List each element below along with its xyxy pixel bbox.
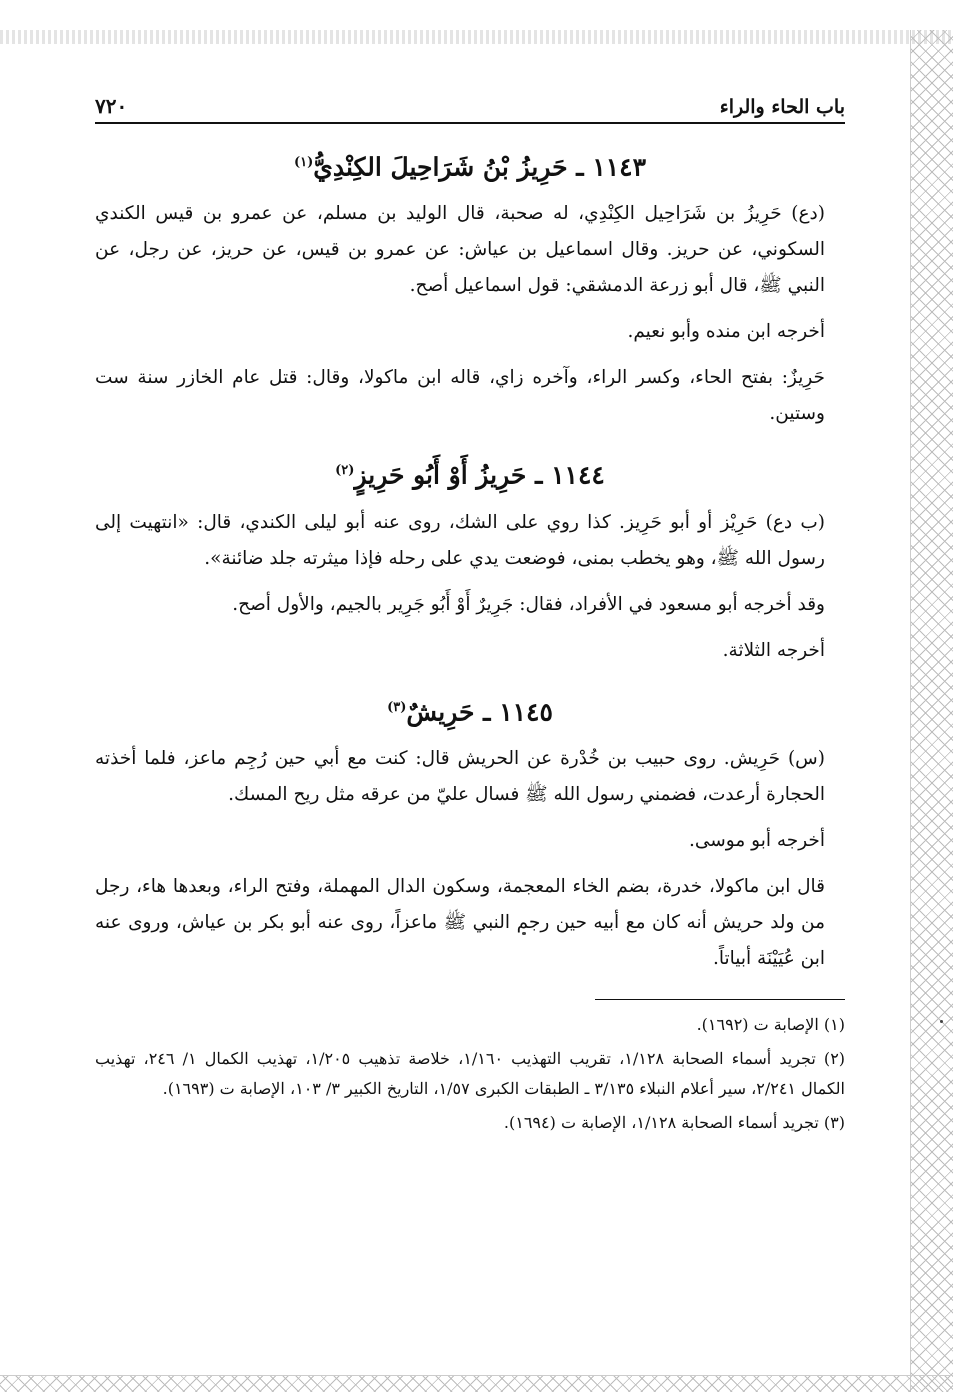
footnotes-divider (595, 999, 845, 1000)
entry-paragraph: (ب دع) حَرِيْز أو أبو حَرِيز. كذا روي على الشك، روى عنه أبو ليلى الكندي، قال: «انتهيت إلى رسول الله ﷺ، وهو يخطب بمنى، فوضعت يدي على رحله فإذا ميثرته جلد ضائنة». (95, 511, 825, 569)
entry-paragraph: (دع) حَرِيزُ بن شَرَاحِيل الكِنْدِي، له صحبة، قال الوليد بن مسلم، عن عمرو بن قيس الكندي السكوني، عن حريز. وقال اسماعيل بن عياش: عن عمرو بن قيس، عن حريز، عن رجل، عن النبي ﷺ، قال أبو زرعة الدمشقي: قول اسماعيل أصح. (95, 203, 825, 297)
scan-border-top (0, 30, 953, 44)
footnote-2: (٢) تجريد أسماء الصحابة ١/١٢٨، تقريب التهذيب ١/١٦٠، خلاصة تذهيب ١/٢٠٥، تهذيب الكمال ١/ ٢٤٦، تهذيب الكمال ٢/٢٤١، سير أعلام النبلاء ٣/١٣٥ ـ الطبقات الكبرى ١/٥٧، التاريخ الكبير ٣/ ١٠٣، الإصابة ت (١٦٩٣). (95, 1048, 846, 1098)
footnote-ref: (٢) (335, 463, 355, 479)
entry-heading: ١١٤٣ ـ حَرِيزُ بْنُ شَرَاحِيلَ الكِنْدِيُّ$^{(١)}$ (293, 152, 647, 182)
entry-1144 (95, 454, 845, 668)
footnote-3: (٣) تجريد أسماء الصحابة ١/١٢٨، الإصابة ت (١٦٩٤). (503, 1112, 845, 1132)
entry-paragraph: أخرجه ابن منده وأبو نعيم. (627, 321, 825, 343)
scan-speck (940, 1020, 943, 1023)
entry-paragraph: قال ابن ماكولا، خدرة، بضم الخاء المعجمة، وسكون الدال المهملة، وفتح الراء، وبعدها هاء، رجل من ولد حريش أنه كان مع أبيه حين رجم النبي ﷺ ماعزاً، روى عنه أبو بكر بن عياش، وروى عنه ابن عُيَيْنَة أبياتاً. (95, 875, 825, 969)
entry-1145 (95, 691, 845, 977)
footnote-ref: (٣) (387, 699, 407, 715)
entry-paragraph: وقد أخرجه أبو مسعود في الأفراد، فقال: جَرِيرٌ أَوْ أَبُو جَرِير بالجيم، والأول أصح. (232, 593, 825, 615)
entry-paragraph: حَرِيزٌ: بفتح الحاء، وكسر الراء، وآخره زاي، قاله ابن ماكولا، وقال: قتل عام الخازر سنة ست وستين. (95, 367, 825, 425)
page-number: ٧٢٠ (95, 94, 128, 118)
entry-heading: ١١٤٥ ـ حَرِيشٌ$^{(٣)}$ (387, 696, 553, 726)
chapter-title: باب الحاء والراء (719, 96, 845, 118)
entry-paragraph: أخرجه أبو موسى. (688, 829, 825, 851)
entry-paragraph: (س) حَرِيش. روى حبيب بن خُدْرة عن الحريش قال: كنت مع أبي حين رُجِم ماعز، فلما أخذته الحجارة أرعدت، فضمني رسول الله ﷺ فسال عليّ من عرقه مثل ريح المسك. (95, 747, 825, 805)
book-page (95, 80, 845, 1142)
entry-1143 (95, 146, 845, 432)
entry-paragraph: أخرجه الثلاثة. (722, 639, 825, 661)
decorative-border-right (910, 30, 953, 1392)
footnotes (95, 1010, 845, 1138)
decorative-border-bottom (0, 1375, 953, 1392)
footnote-ref: (١) (293, 155, 314, 170)
footnote-1: (١) الإصابة ت (١٦٩٢). (696, 1014, 845, 1034)
running-head (95, 80, 845, 124)
entry-heading: ١١٤٤ ـ حَرِيزُ أَوْ أَبُو حَرِيزٍ$^{(٢)}$ (335, 460, 605, 490)
